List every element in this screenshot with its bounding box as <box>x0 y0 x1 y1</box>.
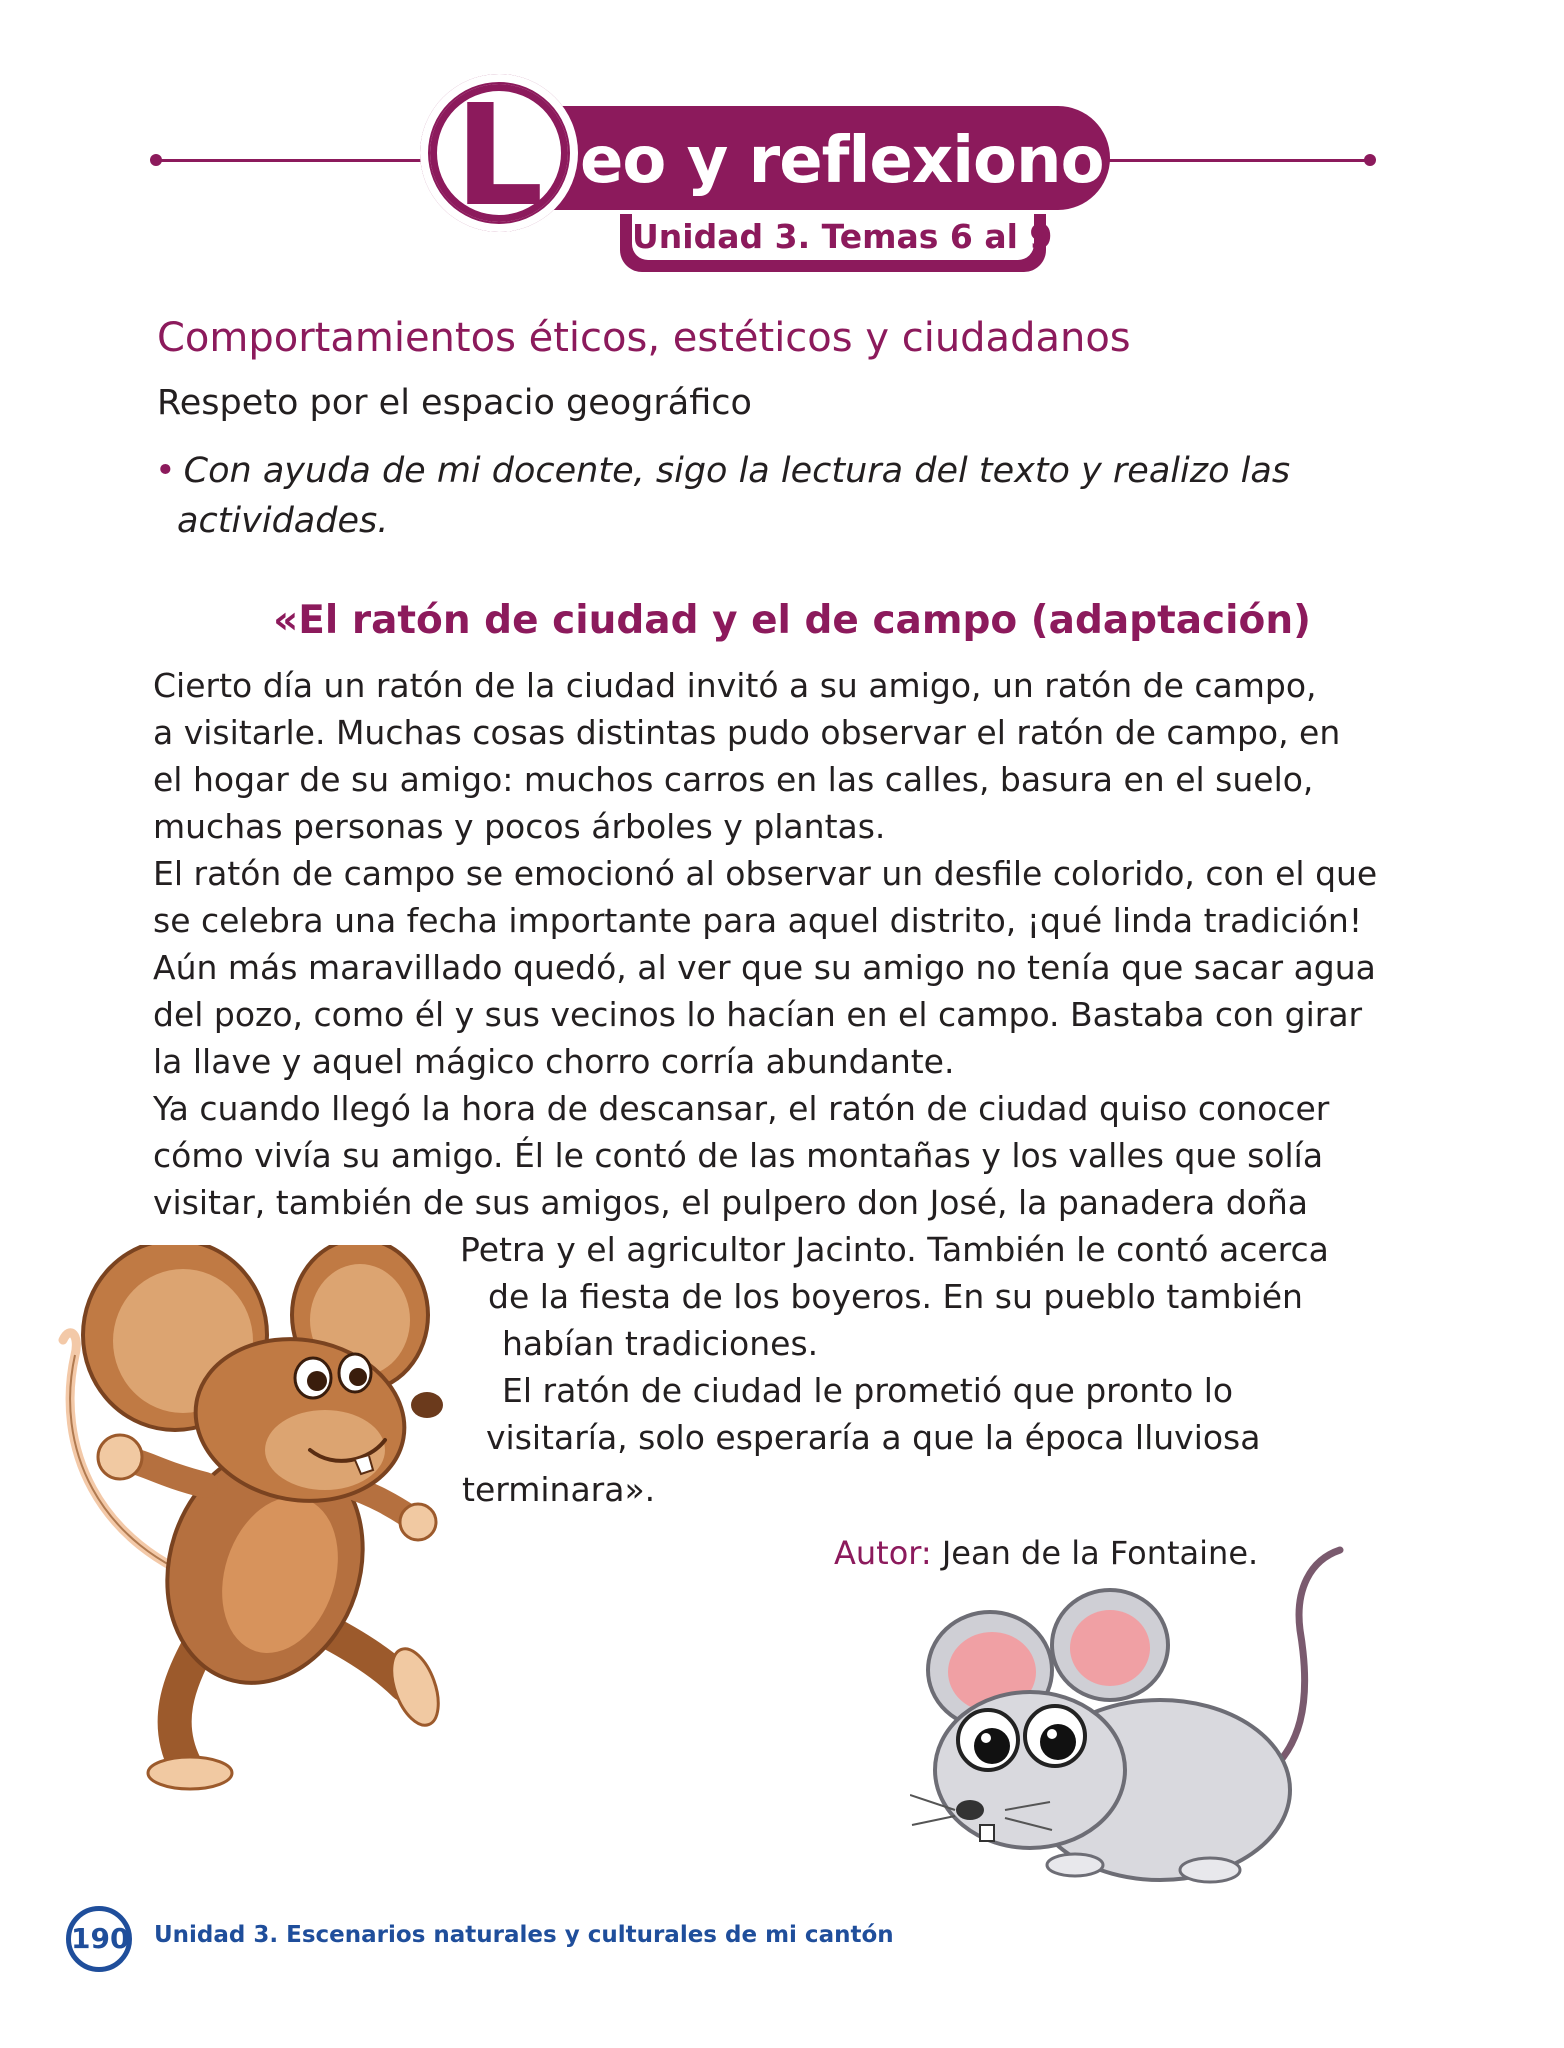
grey-mouse-illustration <box>910 1540 1360 1900</box>
header-subtitle: Unidad 3. Temas 6 al 9 <box>632 214 1034 260</box>
story-line: habían tradiciones. <box>502 1324 819 1363</box>
story-line: El ratón de ciudad le prometió que pronto lo <box>502 1371 1234 1410</box>
header-title: eo y reflexiono <box>580 124 1104 198</box>
bullet-icon: • <box>155 451 176 491</box>
header-rule-right <box>1100 159 1370 162</box>
author-name: Jean de la Fontaine. <box>941 1534 1259 1572</box>
header-rule-dot-right <box>1364 154 1376 166</box>
story-line: Cierto día un ratón de la ciudad invitó a su amigo, un ratón de campo, <box>153 666 1317 705</box>
story-title: «El ratón de ciudad y el de campo (adaptación) <box>273 598 1311 643</box>
instruction <box>155 446 1355 546</box>
header-rule-dot-left <box>150 154 162 166</box>
story-line: la llave y aquel mágico chorro corría abundante. <box>153 1042 955 1081</box>
instruction-line-2: actividades. <box>177 501 389 541</box>
story-line: Aún más maravillado quedó, al ver que su amigo no tenía que sacar agua <box>153 948 1376 987</box>
story-line: terminara». <box>462 1470 656 1509</box>
story-line: a visitarle. Muchas cosas distintas pudo observar el ratón de campo, en <box>153 713 1341 752</box>
brown-mouse-illustration <box>55 1245 475 1805</box>
story-line: visitaría, solo esperaría a que la época lluviosa <box>486 1418 1261 1457</box>
story-line: visitar, también de sus amigos, el pulpero don José, la panadera doña <box>153 1183 1308 1222</box>
story-line: se celebra una fecha importante para aquel distrito, ¡qué linda tradición! <box>153 901 1363 940</box>
story-line: Petra y el agricultor Jacinto. También le contó acerca <box>460 1230 1329 1269</box>
story-line: Ya cuando llegó la hora de descansar, el ratón de ciudad quiso conocer <box>153 1089 1330 1128</box>
page-number: 190 <box>66 1906 132 1972</box>
footer-unit-text: Unidad 3. Escenarios naturales y culturales de mi cantón <box>154 1922 894 1948</box>
story-line: El ratón de campo se emocionó al observar un desfile colorido, con el que <box>153 854 1378 893</box>
story-line: muchas personas y pocos árboles y plantas. <box>153 807 886 846</box>
subtopic: Respeto por el espacio geográfico <box>157 383 752 423</box>
section-heading: Comportamientos éticos, estéticos y ciudadanos <box>157 315 1131 361</box>
story-line: el hogar de su amigo: muchos carros en las calles, basura en el suelo, <box>153 760 1314 799</box>
story-line: cómo vivía su amigo. Él le contó de las montañas y los valles que solía <box>153 1136 1324 1175</box>
story-line: del pozo, como él y sus vecinos lo hacían en el campo. Bastaba con girar <box>153 995 1363 1034</box>
author-label: Autor: <box>834 1534 932 1572</box>
instruction-line-1: Con ayuda de mi docente, sigo la lectura del texto y realizo las <box>183 451 1291 491</box>
story-line: de la fiesta de los boyeros. En su pueblo también <box>488 1277 1303 1316</box>
header-initial-letter: L <box>454 75 544 238</box>
